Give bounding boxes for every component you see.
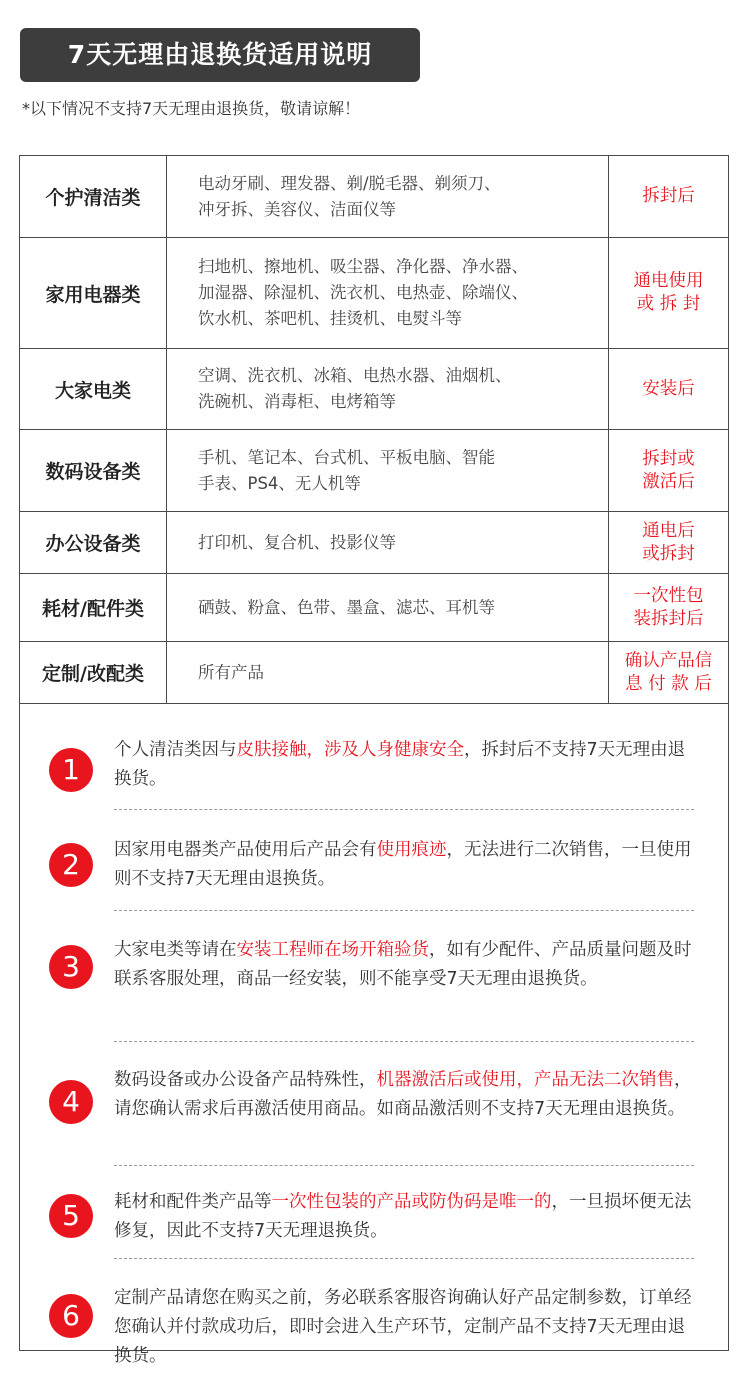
items-cell (167, 512, 609, 574)
note-item (62, 911, 694, 1042)
note-highlight: 一次性包装的产品或防伪码是唯一的 (271, 1192, 552, 1212)
note-segment: 大家电类等请在 (114, 940, 237, 960)
items-line: 空调、洗衣机、冰箱、电热水器、油烟机、 (198, 366, 512, 385)
note-segment: ，如有少配件、产品质量问题及时联系客服处理，商品一经安装，则不能享受7天无理由退换货。 (114, 940, 692, 989)
condition-line: 拆封后 (642, 186, 695, 206)
note-segment: ，一旦损坏便无法修复，因此不支持7天无理退换货。 (114, 1192, 692, 1241)
note-number-badge: 1 (49, 748, 93, 792)
note-text (114, 836, 694, 894)
condition-line: 确认产品信 (624, 650, 713, 671)
note-segment: 个人清洁类因与 (114, 740, 237, 760)
note-text (114, 1188, 694, 1246)
category-cell: 家用电器类 (20, 238, 167, 349)
condition-line: 拆封或 (642, 448, 695, 469)
category-cell: 耗材/配件类 (20, 574, 167, 642)
table-row (20, 156, 729, 238)
note-highlight: 机器激活后或使用，产品无法二次销售 (376, 1070, 674, 1090)
note-number-badge: 4 (49, 1080, 93, 1124)
items-line: 扫地机、擦地机、吸尘器、净化器、净水器、 (198, 257, 528, 276)
note-number-badge: 6 (49, 1294, 93, 1338)
condition-cell (609, 238, 729, 349)
note-item (62, 810, 694, 911)
condition-cell (609, 430, 729, 512)
table-row (20, 574, 729, 642)
condition-cell (609, 642, 729, 704)
items-line: 打印机、复合机、投影仪等 (198, 532, 396, 552)
condition-line: 激活后 (642, 471, 695, 492)
note-number-badge: 2 (49, 843, 93, 887)
note-segment: 数码设备或办公设备产品特殊性， (114, 1070, 377, 1090)
condition-cell (609, 574, 729, 642)
category-cell: 数码设备类 (20, 430, 167, 512)
note-highlight: 皮肤接触，涉及人身健康安全 (236, 740, 464, 760)
note-segment: ，请您确认需求后再激活使用商品。如商品激活则不支持7天无理由退换货。 (114, 1070, 692, 1119)
items-cell (167, 349, 609, 430)
note-number-badge: 3 (49, 945, 93, 989)
note-highlight: 安装工程师在场开箱验货 (236, 940, 429, 960)
condition-line: 装拆封后 (633, 608, 704, 629)
items-cell (167, 238, 609, 349)
condition-line: 通电使用 (633, 271, 704, 291)
items-line: 饮水机、茶吧机、挂烫机、电熨斗等 (198, 309, 462, 328)
note-highlight: 使用痕迹 (376, 840, 447, 860)
category-cell: 大家电类 (20, 349, 167, 430)
condition-line: 一次性包 (633, 585, 704, 606)
note-segment: ，无法进行二次销售，一旦使用则不支持7天无理由退换货。 (114, 840, 692, 889)
note-segment: 定制产品请您在购买之前，务必联系客服咨询确认好产品定制参数，订单经您确认并付款成功后，即时会进入生产环节，定制产品不支持7天无理由退换货。 (114, 1288, 692, 1366)
note-number-badge: 5 (49, 1194, 93, 1238)
items-line: 电动牙刷、理发器、剃/脱毛器、剃须刀、 (198, 173, 501, 193)
items-line: 冲牙拆、美容仪、洁面仪等 (198, 199, 396, 219)
note-segment: 耗材和配件类产品等 (114, 1192, 272, 1212)
page-subtitle: *以下情况不支持7天无理由退换货，敬请谅解！ (22, 99, 361, 118)
table-row (20, 430, 729, 512)
table-row (20, 512, 729, 574)
condition-cell (609, 156, 729, 238)
note-text (114, 1284, 694, 1371)
items-cell (167, 156, 609, 238)
note-item (62, 1259, 694, 1379)
category-cell: 定制/改配类 (20, 642, 167, 704)
condition-line: 或 拆 封 (636, 294, 701, 314)
condition-line: 通电后 (642, 520, 695, 541)
page-title: 7天无理由退换货适用说明 (20, 28, 420, 82)
items-line: 手表、PS4、无人机等 (198, 473, 361, 493)
condition-line: 息 付 款 后 (625, 673, 712, 694)
note-text (114, 736, 694, 794)
items-line: 洗碗机、消毒柜、电烤箱等 (198, 392, 396, 411)
table-row (20, 238, 729, 349)
items-cell (167, 430, 609, 512)
category-cell: 个护清洁类 (20, 156, 167, 238)
notes-list (19, 706, 729, 1379)
condition-line: 安装后 (642, 378, 695, 399)
items-line: 加湿器、除湿机、洗衣机、电热壶、除端仪、 (198, 283, 528, 302)
condition-cell (609, 349, 729, 430)
note-item (62, 706, 694, 810)
note-item (62, 1042, 694, 1166)
table-row (20, 349, 729, 430)
items-line: 硒鼓、粉盒、色带、墨盒、滤芯、耳机等 (198, 597, 495, 617)
items-cell (167, 642, 609, 704)
category-cell: 办公设备类 (20, 512, 167, 574)
items-line: 所有产品 (198, 662, 264, 682)
condition-line: 或拆封 (642, 543, 695, 564)
note-item (62, 1166, 694, 1259)
note-segment: 因家用电器类产品使用后产品会有 (114, 840, 377, 860)
note-segment: ，拆封后不支持7天无理由退换货。 (114, 740, 686, 789)
policy-table (19, 155, 729, 704)
condition-cell (609, 512, 729, 574)
note-text (114, 936, 694, 994)
items-cell (167, 574, 609, 642)
items-line: 手机、笔记本、台式机、平板电脑、智能 (198, 447, 495, 467)
table-row (20, 642, 729, 704)
note-text (114, 1066, 694, 1124)
